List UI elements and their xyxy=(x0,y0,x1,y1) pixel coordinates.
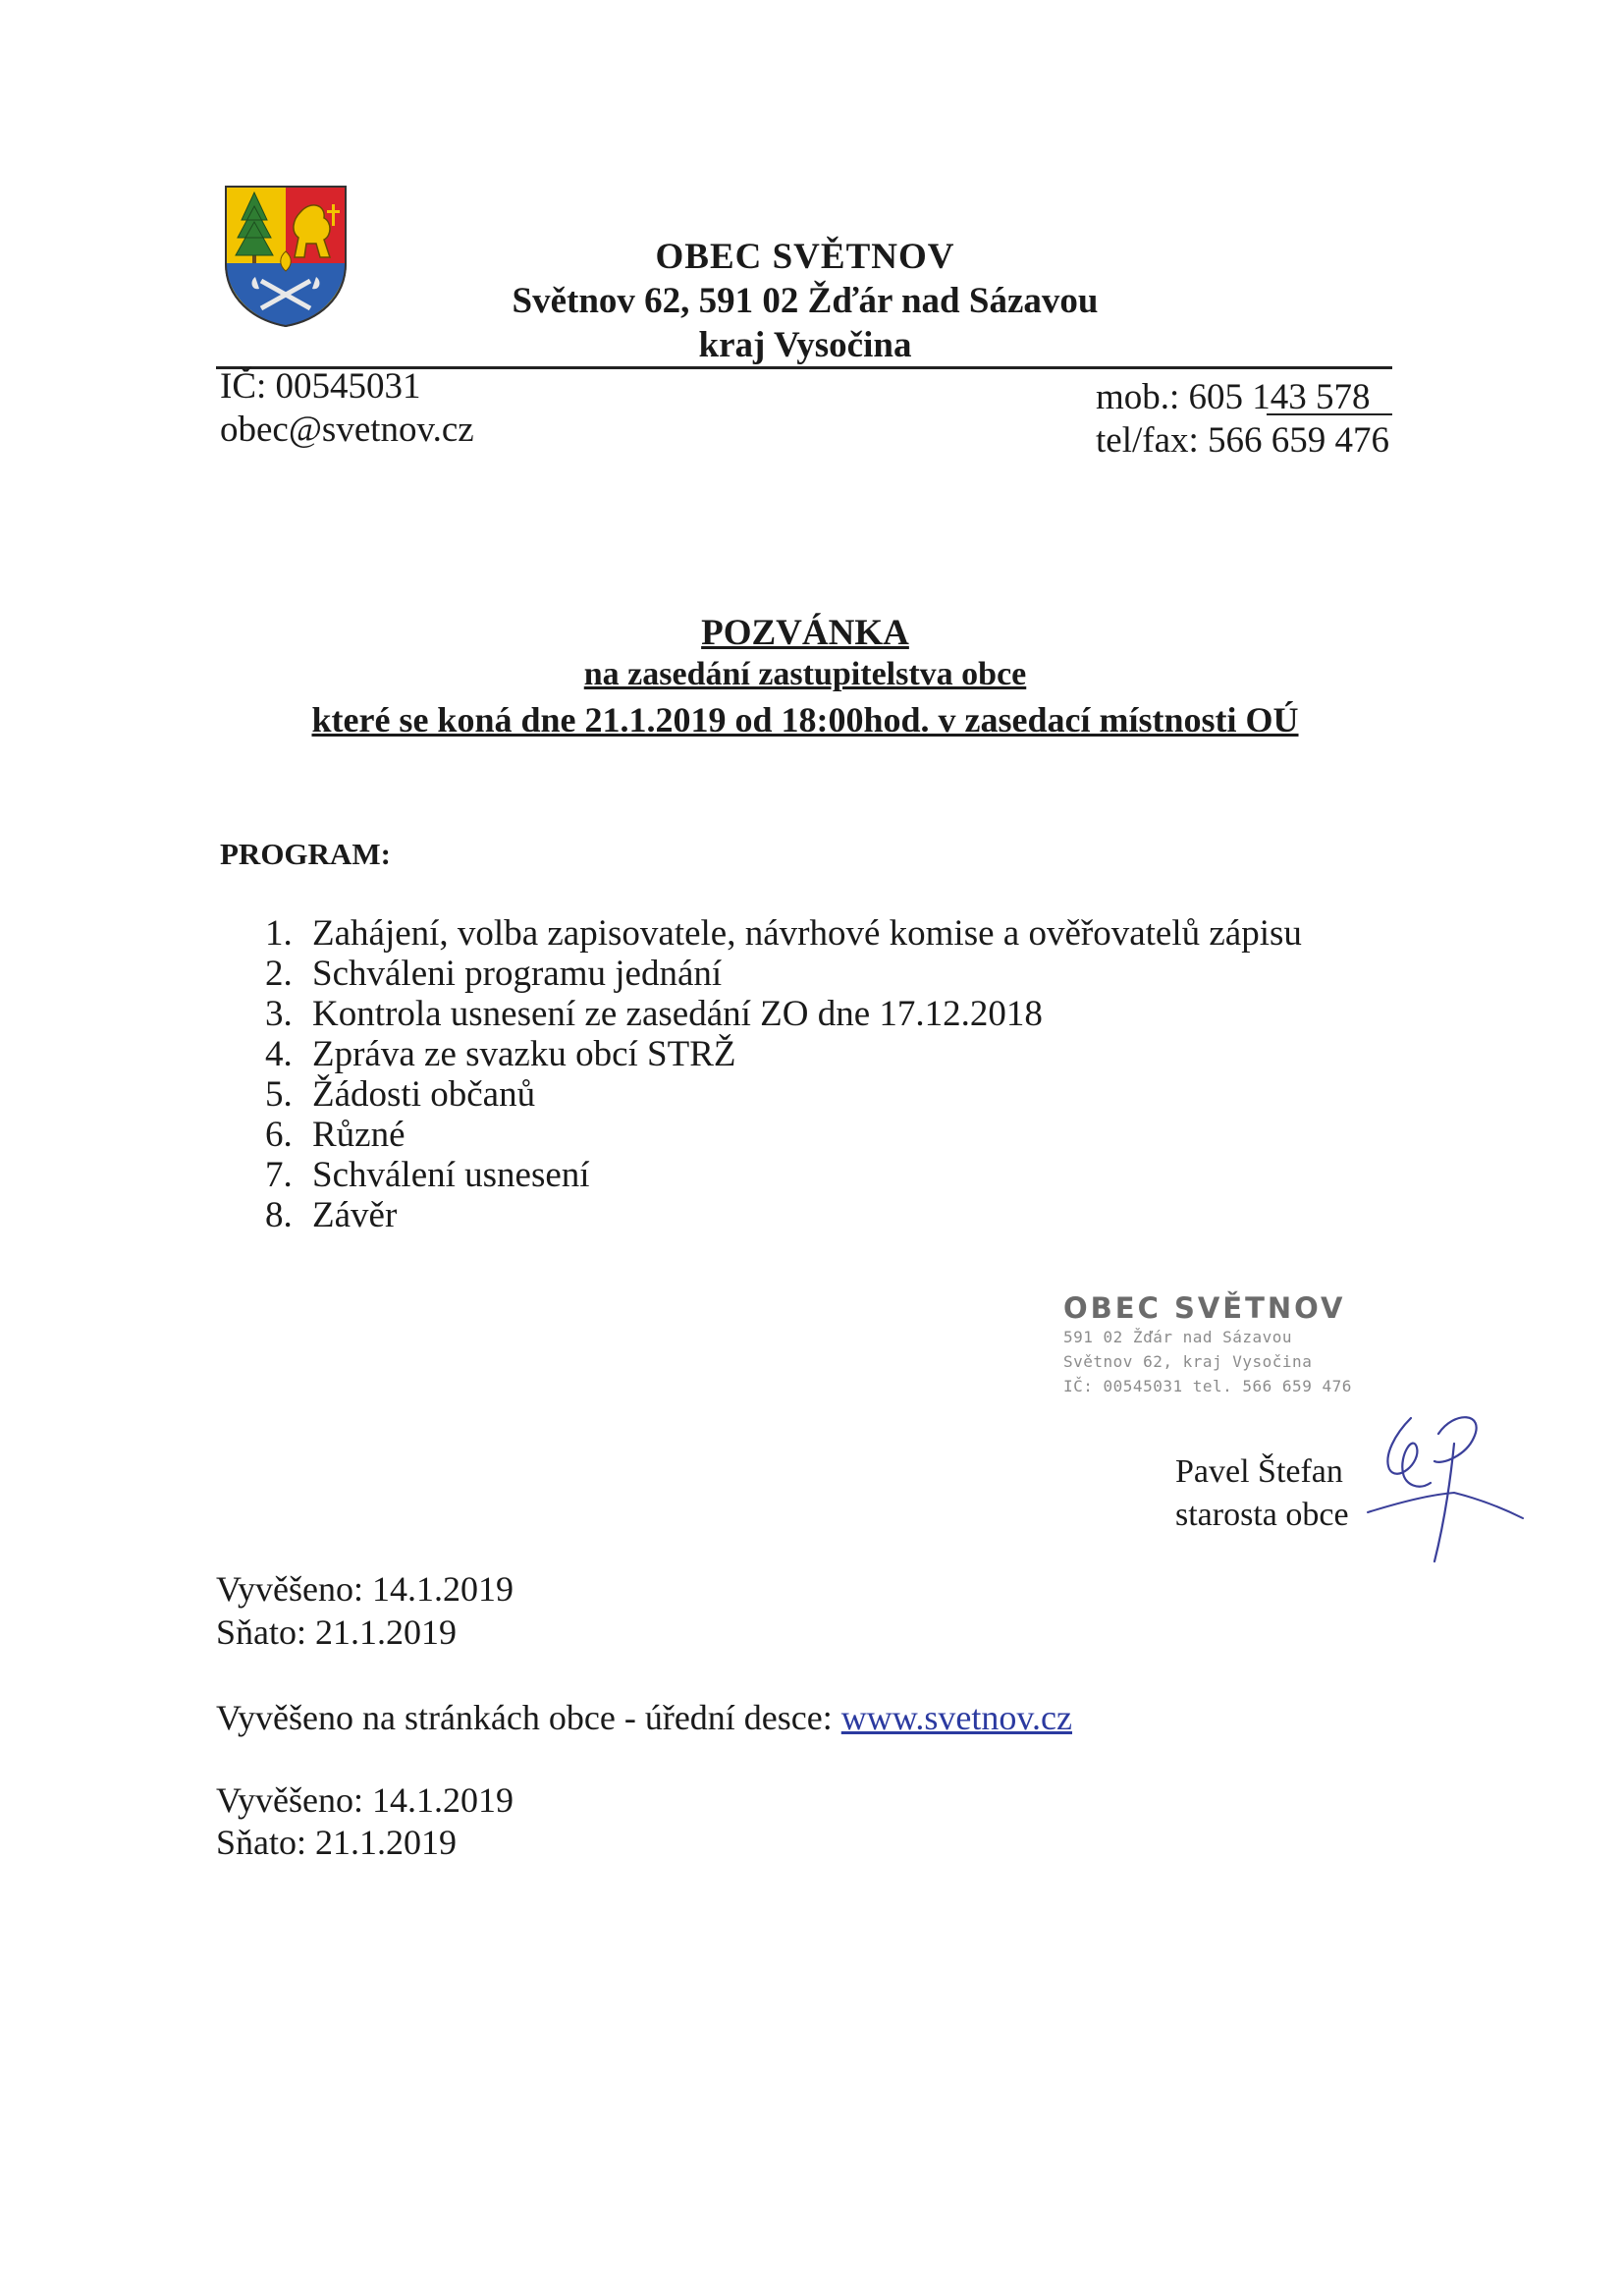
document-title: POZVÁNKA xyxy=(701,613,909,653)
program-item-number: 3. xyxy=(265,994,293,1034)
program-item-text: Schváleni programu jednání xyxy=(312,954,723,994)
website-link[interactable]: www.svetnov.cz xyxy=(840,1698,1073,1737)
program-item xyxy=(265,1195,1345,1235)
program-item-text: Žádosti občanů xyxy=(312,1074,536,1115)
program-item xyxy=(265,1074,1345,1115)
program-heading: PROGRAM: xyxy=(220,837,391,871)
posted-date: Vyvěšeno: 14.1.2019 xyxy=(216,1569,514,1609)
program-item xyxy=(265,954,1345,994)
contact-email: obec@svetnov.cz xyxy=(220,410,474,450)
program-item-number: 1. xyxy=(265,913,293,954)
company-id: IČ: 00545031 xyxy=(220,366,421,407)
signer-role: starosta obce xyxy=(1175,1497,1349,1533)
program-item-number: 4. xyxy=(265,1034,293,1074)
program-item xyxy=(265,994,1345,1034)
program-item-number: 8. xyxy=(265,1195,293,1235)
mobile-underline xyxy=(1267,413,1392,415)
municipality-name: OBEC SVĚTNOV xyxy=(655,237,955,277)
stamp-title: OBEC SVĚTNOV xyxy=(1063,1291,1346,1325)
contact-telfax: tel/fax: 566 659 476 xyxy=(1096,420,1390,461)
program-item xyxy=(265,1115,1345,1155)
document-subtitle: na zasedání zastupitelstva obce xyxy=(583,656,1027,692)
program-item-text: Různé xyxy=(312,1115,406,1155)
program-item-number: 6. xyxy=(265,1115,293,1155)
program-item-number: 5. xyxy=(265,1074,293,1115)
coat-of-arms-icon xyxy=(222,183,350,330)
program-item-text: Závěr xyxy=(312,1195,398,1235)
removed-date: Sňato: 21.1.2019 xyxy=(216,1823,458,1862)
program-item-text: Schválení usnesení xyxy=(312,1155,590,1195)
handwritten-signature-icon xyxy=(1360,1404,1527,1566)
program-item-text: Zpráva ze svazku obcí STRŽ xyxy=(312,1034,736,1074)
stamp-line: IČ: 00545031 tel. 566 659 476 xyxy=(1063,1377,1352,1395)
program-item xyxy=(265,1155,1345,1195)
program-item xyxy=(265,1034,1345,1074)
program-item-number: 2. xyxy=(265,954,293,994)
program-item-number: 7. xyxy=(265,1155,293,1195)
program-list xyxy=(265,913,1345,1235)
program-item-text: Zahájení, volba zapisovatele, návrhové komise a ověřovatelů zápisu xyxy=(312,913,1302,954)
web-posting-label: Vyvěšeno na stránkách obce - úřední desce: xyxy=(216,1698,841,1737)
posted-date: Vyvěšeno: 14.1.2019 xyxy=(216,1780,514,1820)
signer-name: Pavel Štefan xyxy=(1175,1453,1343,1490)
municipality-region: kraj Vysočina xyxy=(698,325,912,365)
contact-mobile: mob.: 605 143 578 xyxy=(1096,377,1371,417)
municipality-address: Světnov 62, 591 02 Žďár nad Sázavou xyxy=(512,281,1099,321)
web-posting-line xyxy=(216,1697,1072,1738)
meeting-details: které se koná dne 21.1.2019 od 18:00hod. v zasedací místnosti OÚ xyxy=(311,700,1299,739)
program-item xyxy=(265,913,1345,954)
stamp-line: 591 02 Žďár nad Sázavou xyxy=(1063,1328,1293,1346)
removed-date: Sňato: 21.1.2019 xyxy=(216,1613,458,1652)
stamp-line: Světnov 62, kraj Vysočina xyxy=(1063,1352,1313,1371)
program-item-text: Kontrola usnesení ze zasedání ZO dne 17.12.2018 xyxy=(312,994,1043,1034)
